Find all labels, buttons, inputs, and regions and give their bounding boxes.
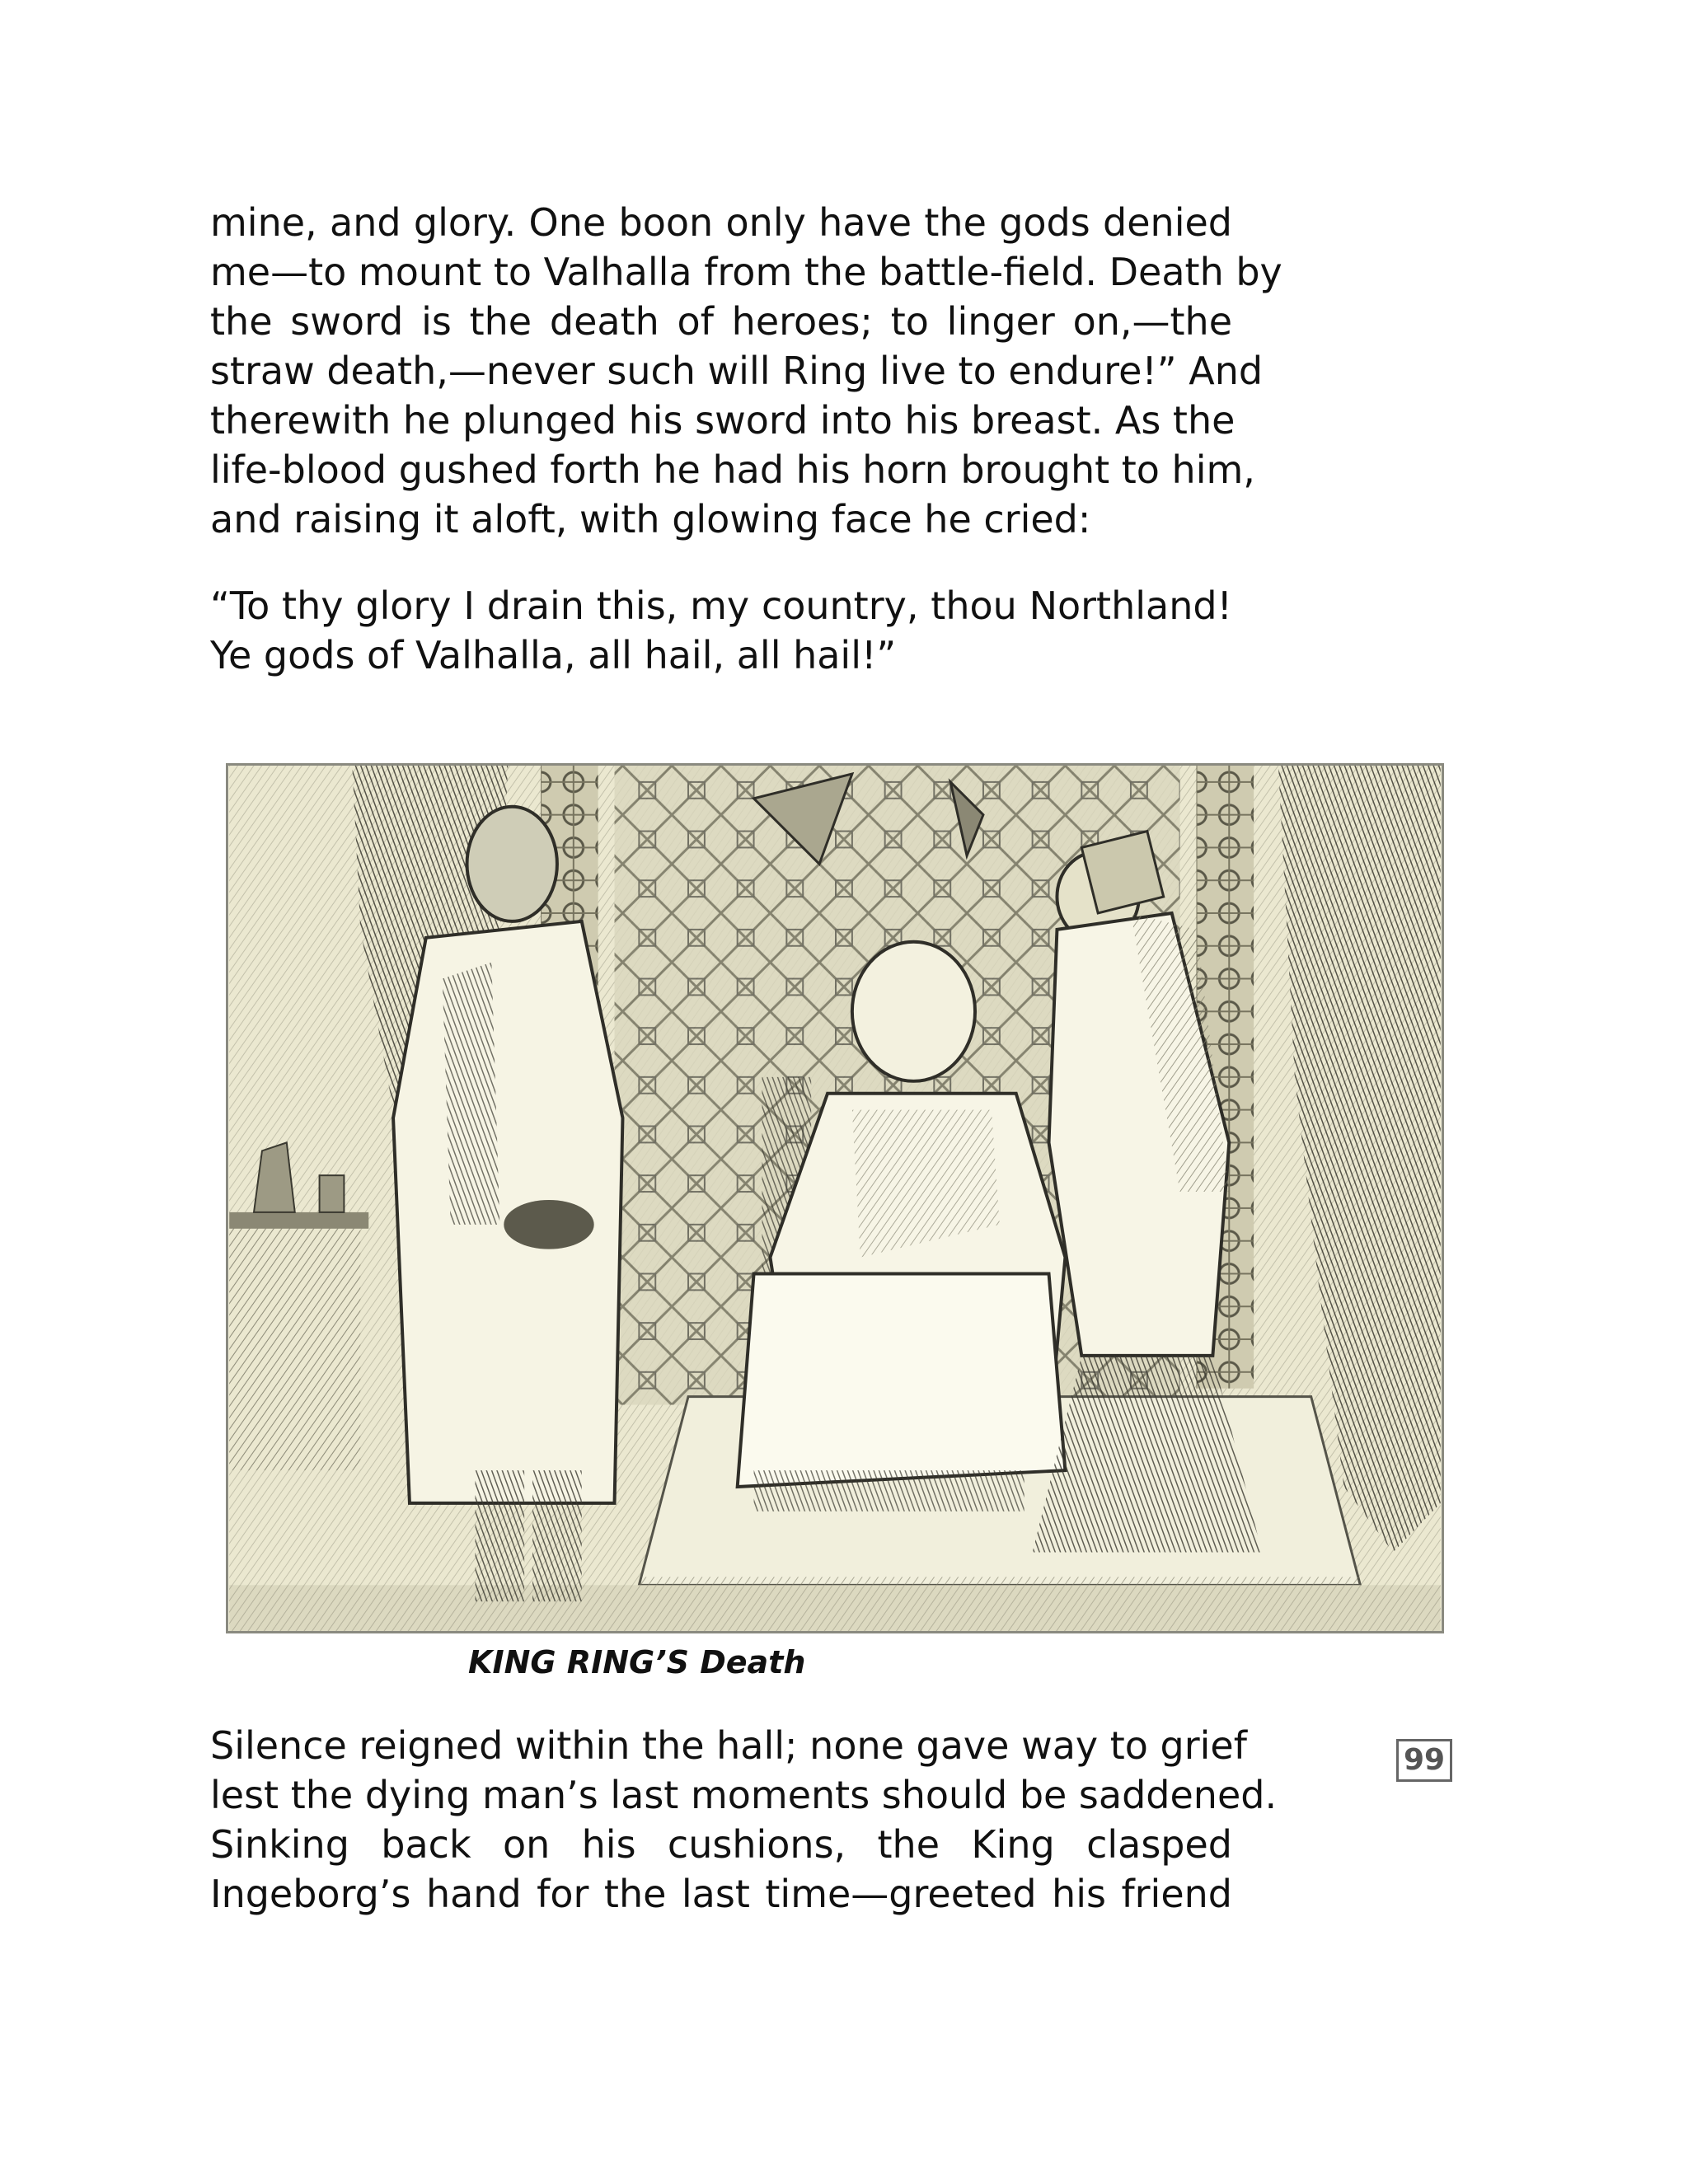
illustration-king-ring-death (226, 763, 1444, 1633)
paragraph-top (210, 198, 1282, 544)
text-line: lest the dying man’s last moments should be saddened. (210, 1773, 1278, 1817)
text-line: and raising it aloft, with glowing face he cried: (210, 497, 1091, 541)
page-number: 99 (1396, 1739, 1452, 1782)
text-line: the sword is the death of heroes; to linger on,—the (210, 299, 1232, 344)
text-line: life-blood gushed forth he had his horn brought to him, (210, 448, 1255, 492)
text-line: Silence reigned within the hall; none gave way to grief (210, 1723, 1247, 1768)
paragraph-bottom (210, 1721, 1278, 1919)
text-line: “To thy glory I drain this, my country, thou Northland! (210, 583, 1232, 628)
engraving-image (228, 766, 1442, 1631)
text-line: Sinking back on his cushions, the King clasped (210, 1822, 1232, 1867)
text-line: Ingeborg’s hand for the last time—greeted his friend (210, 1872, 1232, 1916)
text-line: straw death,—never such will Ring live to endure!” And (210, 349, 1264, 393)
figure-caption: KING RING’S Death (468, 1644, 806, 1680)
paragraph-quote (210, 581, 1232, 680)
text-line: me—to mount to Valhalla from the battle-field. Death by (210, 250, 1282, 294)
text-line: therewith he plunged his sword into his breast. As the (210, 398, 1236, 443)
text-line: mine, and glory. One boon only have the gods denied (210, 200, 1232, 245)
text-line: Ye gods of Valhalla, all hail, all hail!” (210, 633, 897, 677)
